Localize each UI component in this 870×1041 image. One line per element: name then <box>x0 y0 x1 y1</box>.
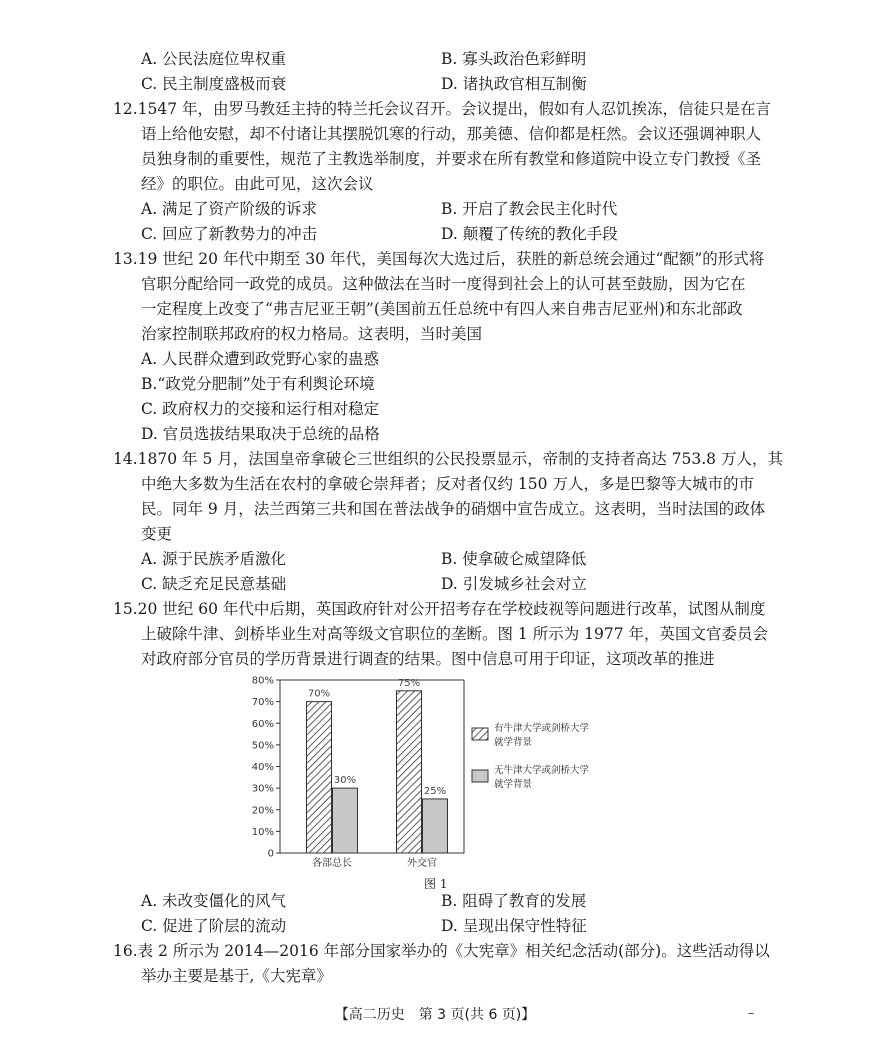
q14-option-b: B. 使拿破仑威望降低 <box>441 550 587 568</box>
q12-stem-line-1: 12.1547 年，由罗马教廷主持的特兰托会议召开。会议提出，假如有人忍饥挨冻，信徒只是在言 <box>113 100 772 118</box>
q11-option-d: D. 诸执政官相互制衡 <box>441 75 587 93</box>
page-footer: 【高二历史 第 3 页(共 6 页)】 <box>334 1007 536 1023</box>
bar-with-oxbridge-0 <box>307 702 332 853</box>
q12-stem-line-2: 语上给他安慰，却不付诸让其摆脱饥寒的行动，那美德、信仰都是枉然。会议还强调神职人 <box>141 125 762 143</box>
legend-label: 就学背景 <box>494 779 533 790</box>
y-tick-label: 20% <box>251 805 274 817</box>
y-tick-label: 60% <box>251 718 274 730</box>
q13-stem-line-1: 13.19 世纪 20 年代中期至 30 年代，美国每次大选过后，获胜的新总统会通过“配额”的形式将 <box>113 250 765 268</box>
q12-option-d: D. 颠覆了传统的教化手段 <box>441 225 618 243</box>
legend-swatch-1 <box>472 770 488 782</box>
q14-stem-line-1: 14.1870 年 5 月，法国皇帝拿破仑三世组织的公民投票显示，帝制的支持者高达 753.8 万人，其 <box>113 450 783 468</box>
q11-option-b: B. 寡头政治色彩鲜明 <box>441 50 587 68</box>
x-category-label: 各部总长 <box>312 858 352 869</box>
y-tick-label: 50% <box>251 740 274 752</box>
q14-stem-line-3: 民。同年 9 月，法兰西第三共和国在普法战争的硝烟中宣告成立。这表明，当时法国的政体 <box>141 500 766 518</box>
legend-label: 无牛津大学或剑桥大学 <box>494 765 590 776</box>
corner-mark: – <box>748 1006 754 1020</box>
q12-stem-line-3: 员独身制的重要性，规范了主教选举制度，并要求在所有教堂和修道院中设立专门教授《圣 <box>141 150 762 168</box>
q14-option-a: A. 源于民族矛盾激化 <box>141 550 287 568</box>
q12-option-a: A. 满足了资产阶级的诉求 <box>141 200 318 218</box>
bar-with-oxbridge-1 <box>397 691 422 853</box>
q13-option-a: A. 人民群众遭到政党野心家的蛊惑 <box>141 350 380 368</box>
q11-option-a: A. 公民法庭位卑权重 <box>141 50 287 68</box>
q16-stem-line-2: 举办主要是基于,《大宪章》 <box>141 967 332 985</box>
q13-option-c: C. 政府权力的交接和运行相对稳定 <box>141 400 380 418</box>
q14-stem-line-4: 变更 <box>141 525 173 543</box>
q15-option-b: B. 阻碍了教育的发展 <box>441 892 587 910</box>
y-tick-label: 80% <box>251 675 274 687</box>
legend-label: 有牛津大学或剑桥大学 <box>494 723 590 734</box>
x-category-label: 外交官 <box>407 858 437 869</box>
bar-chart-svg <box>244 670 630 880</box>
q13-stem-line-4: 治家控制联邦政府的权力格局。这表明，当时美国 <box>141 325 483 343</box>
q13-option-d: D. 官员选拔结果取决于总统的品格 <box>141 425 380 443</box>
q12-stem-line-4: 经》的职位。由此可见，这次会议 <box>141 175 374 193</box>
y-tick-label: 40% <box>251 762 274 773</box>
q16-stem-line-1: 16.表 2 所示为 2014—2016 年部分国家举办的《大宪章》相关纪念活动(部分)。这些活动得以 <box>113 942 770 960</box>
q15-stem-line-2: 上破除牛津、剑桥毕业生对高等级文官职位的垄断。图 1 所示为 1977 年，英国文官委员会 <box>141 625 769 643</box>
y-tick-label: 30% <box>251 783 274 795</box>
q15-option-c: C. 促进了阶层的流动 <box>141 917 287 935</box>
q12-option-c: C. 回应了新教势力的冲击 <box>141 225 318 243</box>
q14-stem-line-2: 中绝大多数为生活在农村的拿破仑崇拜者；反对者仅约 150 万人，多是巴黎等大城市的市 <box>141 475 754 493</box>
legend-label: 就学背景 <box>494 737 533 748</box>
q14-option-c: C. 缺乏充足民意基础 <box>141 575 287 593</box>
q14-option-d: D. 引发城乡社会对立 <box>441 575 587 593</box>
q13-option-b: B.“政党分肥制”处于有利舆论环境 <box>141 375 375 393</box>
q13-stem-line-2: 官职分配给同一政党的成员。这种做法在当时一度得到社会上的认可甚至鼓励，因为它在 <box>141 275 746 293</box>
legend-swatch-0 <box>472 728 488 740</box>
q15-option-a: A. 未改变僵化的风气 <box>141 892 287 910</box>
figure-1-bar-chart <box>244 670 630 880</box>
data-label: 30% <box>333 775 357 787</box>
data-label: 70% <box>307 688 331 700</box>
q11-option-c: C. 民主制度盛极而衰 <box>141 75 287 93</box>
y-tick-label: 10% <box>251 826 274 838</box>
y-tick-label: 70% <box>251 697 274 709</box>
figure-caption: 图 1 <box>424 877 448 891</box>
q15-stem-line-1: 15.20 世纪 60 年代中后期，英国政府针对公开招考存在学校歧视等问题进行改革，试图从制度 <box>113 600 766 618</box>
bar-without-oxbridge-1 <box>423 799 448 853</box>
y-tick-label: 0 <box>267 848 274 860</box>
q15-option-d: D. 呈现出保守性特征 <box>441 917 587 935</box>
bar-without-oxbridge-0 <box>333 788 358 853</box>
data-label: 75% <box>397 677 421 689</box>
q13-stem-line-3: 一定程度上改变了“弗吉尼亚王朝”(美国前五任总统中有四人来自弗吉尼亚州)和东北部政 <box>141 300 743 318</box>
q15-stem-line-3: 对政府部分官员的学历背景进行调查的结果。图中信息可用于印证，这项改革的推进 <box>141 650 715 668</box>
data-label: 25% <box>423 785 447 797</box>
q12-option-b: B. 开启了教会民主化时代 <box>441 200 618 218</box>
